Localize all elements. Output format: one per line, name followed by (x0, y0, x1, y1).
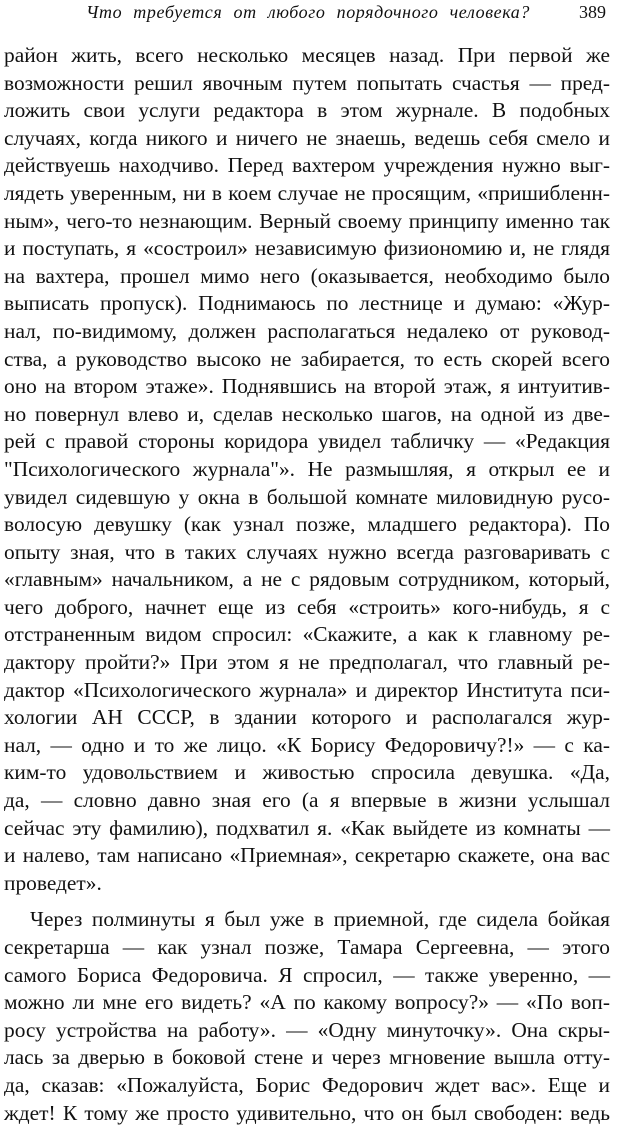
text-line: можно ли мне его видеть? «А по какому вопросу?» — «По воп- (4, 990, 610, 1015)
text-line: «главным» начальником, а не с рядовым сотрудником, который, (4, 567, 610, 592)
text-line: и поступать, я «состроил» независимую физиономию и, не глядя (4, 236, 610, 261)
body-text (4, 42, 610, 1127)
text-line: хологии АН СССР, в здании которого и располагался жур- (4, 705, 610, 730)
text-line: росу устройства на работу». — «Одну минуточку». Она скры- (4, 1017, 610, 1042)
text-line: да, — словно давно зная его (а я впервые в жизни услышал (4, 788, 610, 813)
text-line: ства, а руководство высоко не забирается, то есть скорей всего (4, 346, 610, 371)
text-line: волосую девушку (как узнал позже, младшего редактора). По (4, 512, 610, 537)
text-line: увидел сидевшую у окна в большой комнате миловидную русо- (4, 484, 610, 509)
text-line: секретарша — как узнал позже, Тамара Сергеевна, — этого (4, 935, 610, 959)
text-line: действуешь находчиво. Перед вахтером учреждения нужно выг- (4, 153, 610, 178)
text-line: и налево, там написано «Приемная», секретарю скажете, она вас (4, 843, 610, 868)
paragraph (4, 42, 610, 897)
text-line: опыту зная, что в таких случаях нужно всегда разговаривать с (4, 539, 610, 564)
paragraph (4, 906, 610, 1127)
text-line: ждет! К тому же просто удивительно, что он был свободен: ведь (4, 1100, 610, 1125)
text-line: ложить свои услуги редактора в этом журнале. В подобных (4, 98, 610, 123)
text-line: на вахтера, прошел мимо него (оказывается, необходимо было (4, 263, 610, 288)
text-line: но повернул влево и, сделав несколько шагов, на одной из две- (4, 401, 610, 426)
text-line: лядеть уверенным, ни в коем случае не просящим, «пришибленн- (4, 180, 610, 205)
text-line: дактор «Психологического журнала» и директор Института пси- (4, 677, 610, 702)
text-line: "Психологического журнала"». Не размышляя, я открыл ее и (4, 456, 610, 481)
text-line: рей с правой стороны коридора увидел табличку — «Редакция (4, 429, 610, 454)
text-line: нал, по-видимому, должен располагаться недалеко от руковод- (4, 318, 610, 343)
text-line: выписать пропуск). Поднимаюсь по лестнице и думаю: «Жур- (4, 291, 610, 316)
page-header (0, 2, 620, 28)
text-line: да, сказав: «Пожалуйста, Борис Федорович ждет вас». Еще и (4, 1072, 610, 1097)
running-title: Что требуется от любого порядочного человека? (86, 2, 530, 22)
text-line: лась за дверью в боковой стене и через мгновение вышла отту- (4, 1045, 610, 1070)
text-line: самого Бориса Федоровича. Я спросил, — также уверенно, — (4, 962, 610, 987)
text-line: проведет». (4, 870, 102, 895)
text-line: случаях, когда никого и ничего не знаешь, ведешь себя смело и (4, 125, 610, 150)
text-line: ным», чего-то незнающим. Верный своему принципу именно так (4, 208, 610, 233)
text-line: ким-то удовольствием и живостью спросила девушка. «Да, (4, 760, 610, 785)
page-number: 389 (579, 2, 606, 22)
text-line: возможности решил явочным путем попытать счастья — пред- (4, 70, 610, 95)
text-line: чего доброго, начнет еще из себя «строить» кого-нибудь, я с (4, 594, 610, 619)
text-line: сейчас эту фамилию), подхватил я. «Как выйдете из комнаты — (4, 815, 610, 840)
paragraph-gap (4, 897, 610, 906)
text-line: дактору пройти?» При этом я не предполагал, что главный ре- (4, 650, 610, 675)
text-line: Через полминуты я был уже в приемной, где сидела бойкая (30, 907, 610, 932)
text-line: нал, — одно и то же лицо. «К Борису Федоровичу?!» — с ка- (4, 732, 610, 757)
text-line: район жить, всего несколько месяцев назад. При первой же (4, 43, 610, 67)
text-line: оно на втором этаже». Поднявшись на второй этаж, я интуитив- (4, 374, 610, 399)
text-line: отстраненным видом спросил: «Скажите, а как к главному ре- (4, 622, 610, 647)
